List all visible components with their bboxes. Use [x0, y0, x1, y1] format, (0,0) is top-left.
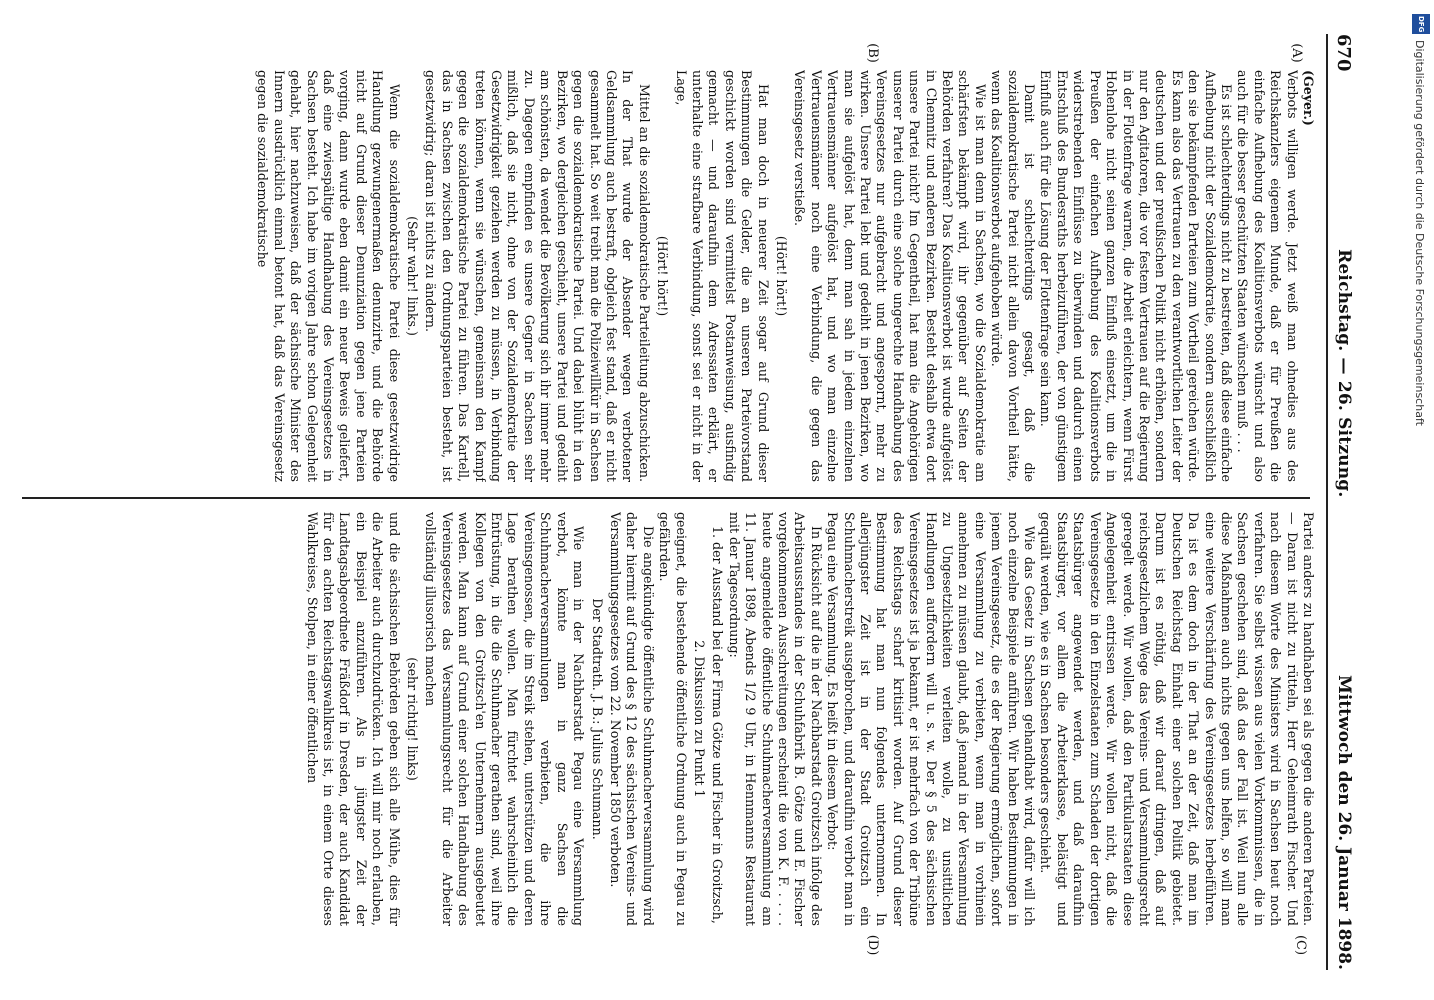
- paragraph: Damit ist schlechterdings gesagt, daß die sozialdemokratische Partei nicht allein davon Vortheil hätte, wenn das Koalitionsverbot aufgehoben würde.: [989, 70, 1038, 482]
- paragraph: Wenn die sozialdemokratische Partei diese gesetzwidrige Handlung gezwungenermaßen denunzirte, und die Behörde nicht auf Grund dieser Denunziation gegen jene Parteien vorging, dann wurde eben damit ein neuer Beweis geliefert, daß eine zwiespältige Handhabung des Vereinsgesetzes in Sachsen besteht. Ich habe im vorigen Jahre schon Gelegenheit gehabt, hier nachzuweisen, daß der sächsische Minister des Innern ausdrücklich einmal betont hat, daß das Vereinsgesetz gegen die sozialdemokratische: [255, 70, 402, 482]
- session-title: Reichstag. — 26. Sitzung.: [1334, 249, 1354, 498]
- paragraph: Verbots willigen werde. Jetzt weiß man ohnedies aus des Reichskanzlers eigenem Munde, daß er für Preußen die einfache Aufhebung des Koalitionsverbots wünscht und also auch für die besser geschützten Staaten wünschen muß . . .: [1235, 70, 1300, 482]
- right-column: [18, 512, 1316, 926]
- margin-mark-b: (B): [865, 43, 880, 63]
- quoted-paragraph: geeignet, die bestehende öffentliche Ordnung auch in Pegau zu gefährden.: [657, 512, 689, 926]
- dfg-logo: DFG: [1412, 14, 1430, 34]
- paragraph: und die sächsischen Behörden geben sich alle Mühe, dies für die Arbeiter auch durchzudrücken. Ich will mir noch erlauben, ein Beispiel anzuführen. Als in jüngster Zeit der Landtagsabgeordnete Fräßdorf in Dresden, der auch Kandidat für den achten Reichstagswahlkreis ist, in einem Orte dieses Wahlkreises, Stolpen, in einer öffentlichen: [304, 512, 402, 926]
- paragraph: Wie das Gesetz in Sachsen gehandhabt wird, dafür will ich noch einzelne Beispiele anführen. Wir haben Bestimmungen in jenem Vereinsgesetz, die es der Regierung ermöglichen, sofort eine Versammlung zu verbieten, wenn man in vorhinein annehmen zu müssen glaubt, daß jemand in der Versammlung zu Ungesetzlichkeiten verleiten wolle, zu unsittlichen Handlungen auffordern will u. s. w. Der § 5 des sächsischen Vereinsgesetzes ist ja bekannt, er ist mehrfach von der Tribüne des Reichstags scharf kritisirt worden. Auf Grund dieser Bestimmung hat man nun folgendes unternommen. In allerjüngster Zeit ist in der Stadt Groitzsch ein Schuhmacherstreik ausgebrochen, und daraufhin verbot man in Pegau eine Versammlung. Es heißt in diesem Verbot:: [825, 512, 1038, 926]
- speaker-label: (Geyer.): [1301, 70, 1316, 126]
- agenda-item: 1. der Ausstand bei der Firma Götze und Fischer in Groitzsch,: [710, 526, 726, 924]
- agenda-item: 2. Diskussion zu Punkt 1: [691, 640, 707, 798]
- session-date: Mittwoch den 26. Januar 1898.: [1334, 675, 1354, 970]
- interjection: (sehr richtig! links): [405, 657, 421, 781]
- page-number: 670: [1333, 34, 1355, 72]
- paragraph: Mittel an die sozialdemokratische Parteileitung abzuschicken. In der That wurde der Absender wegen verbotener Geldsammlung auch bestraft, obgleich fest stand, daß er nicht gesammelt hat. So weit treibt man die Polizeiwillkür in Sachsen gegen die sozialdemokratische Partei. Und dabei blüht in den Bezirken, wo dergleichen geschieht, unsere Partei und gedeiht am schönsten, da wendet die Bevölkerung sich ihr immer mehr zu. Dagegen empfinden es unsere Gegner in Sachsen sehr mißlich, daß sie nicht, ohne von der Sozialdemokratie der Gesetzwidrigkeit geziehen werden zu müssen, in Verbindung treten können, wenn sie wünschen, gemeinsam den Kampf gegen die sozialdemokratische Partei zu führen. Das Kartell, das in Sachsen zwischen den Ordnungsparteien besteht, ist gesetzwidrig; daran ist nichts zu ändern.: [423, 70, 652, 482]
- signature-line: Der Stadtrath. J. B.: Julius Schumann.: [589, 598, 605, 840]
- column-divider: [22, 497, 1310, 499]
- interjection: (Hört! hört!): [655, 235, 671, 317]
- quoted-paragraph: In Rücksicht auf die in der Nachbarstadt Groitzsch infolge des Arbeitsausstandes in der Schuhfabrik B. Götze und E. Fischer vorgekommenen Ausschreitungen erscheint die von K. F. . . . . heute angemeldete öffentliche Schuhmacherversammlung am 11. Januar 1898, Abends 1/2 9 Uhr, in Hennmanns Restaurant mit der Tagesordnung:: [726, 512, 824, 926]
- left-column: [18, 70, 1316, 482]
- paragraph: Wie ist man denn in Sachsen, wo die Sozialdemokratie am schärfsten bekämpft wird, ihr gegenüber auf Seiten der Behörden verfahren? Das Koalitionsverbot ist wurde aufgelöst in Chemnitz und anderen Bezirken. Besteht deshalb etwa dort unsere Partei nicht? Im Gegentheil, hat man die Angehörigen unserer Partei durch eine solche ungerechte Handhabung des Vereinsgesetzes nur aufgebracht und angespornt, mehr zu wirken. Unsere Partei lebt und gedeiht in jenen Bezirken, wo man sie aufgelöst hat, denn man sah in jedem einzelnen Vertrauensmänner aufgelöst hat, und wo man einzelne Vertrauensmänner noch eine Verbindung, die gegen das Vereinsgesetz verstieße.: [792, 70, 988, 482]
- quoted-paragraph: Die angekündigte öffentliche Schuhmacherversammlung wird daher hiermit auf Grund des § 12 des sächsischen Vereins- und Versammlungsgesetzes vom 22. November 1850 verboten.: [607, 512, 656, 926]
- margin-mark-c: (C): [1293, 934, 1308, 956]
- page-header: [1332, 34, 1356, 970]
- digitization-credit: Digitalisierung gefördert durch die Deutsche Forschungsgemeinschaft: [1413, 40, 1426, 426]
- interjection: (Hört! hört!): [774, 235, 789, 317]
- paragraph: Partei anders zu handhaben sei als gegen die anderen Parteien. — Daran ist nicht zu rütteln, Herr Geheimrath Fischer. Und nach diesem Worte des Ministers wird in Sachsen heut noch verfahren. Sie selbst wissen aus vielen Vorkommnissen, die in Sachsen geschehen sind, daß das der Fall ist. Weil nun alle diese Maßnahmen auch nichts gegen uns helfen, so will man eine weitere Verschärfung des Vereinsgesetzes herbeiführen. Da ist es dem doch in der That an der Zeit, daß man im Deutschen Reichstag Einhalt einer solchen Politik gebietet. Darum ist es nöthig, daß wir darauf dringen, daß auf reichsgesetzlichem Wege das Vereins- und Versammlungsrecht geregelt werde. Wir wollen, daß den Partikularstaaten diese Angelegenheit entrissen werde. Wir wollen nicht, daß die Vereinsgesetze in den Einzelstaaten zum Schaden der dortigen Staatsbürger angewendet werden, und daß daraufhin Staatsbürger, vor allem die Arbeiterklasse, belästigt und gequält werden, wie es in Sachsen besonders geschieht.: [1038, 512, 1316, 926]
- interjection: (Sehr wahr! links.): [405, 216, 421, 336]
- paragraph: Wie man in der Nachbarstadt Pegau eine Versammlung verbot, könnte man in ganz Sachsen die Schuhmacherversammlungen verbieten, die ihre Vereinsgenossen, die im Streik stehen, unterstützen und deren Lage berathen wollen. Man fürchtet wahrscheinlich die Entrüstung, in die die Schuhmacher gerathen sind, weil ihre Kollegen von den Groitzsch'en Unternehmern ausgebeutet werden. Man kann auf Grund einer solchen Handhabung des Vereinsgesetzes das Versammlungsrecht für die Arbeiter vollständig illusorisch machen: [423, 512, 587, 926]
- paragraph: Hat man doch in neuerer Zeit sogar auf Grund dieser Bestimmungen die Gelder, die an unseren Parteivorstand geschickt worden sind vermittelst Postanweisung, ausfindig gemacht — und daraufhin dem Adressaten erklärt, er unterhalte eine strafbare Verbindung, sonst sei er nicht in der Lage,: [673, 70, 771, 482]
- paragraph: Es ist schlechterdings nicht zu bestreiten, daß diese einfache Aufhebung nicht der Sozialdemokratie, sondern ausschließlich den sie bekämpfenden Parteien zum Vortheil gereichen würde. Es kann also das Vertrauen zu den verantwortlichen Leiter der deutschen und der preußischen Politik nicht erhöhen, sondern nur den Agitatoren, die vor festem Vertrauen auf die Regierung in der Flottenfrage warnen, die Arbeit erleichtern, wenn Fürst Hohenlohe nicht seinen ganzen Einfluß einsetzt, um die in Preußen der einfachen Aufhebung des Koalitionsverbots widerstrebenden Einflüsse zu überwinden und dadurch einen Entschluß des Bundesraths herbeizuführen, der von günstigem Einfluß auch für die Lösung der Flottenfrage sein kann.: [1038, 70, 1234, 482]
- header-rule: [1326, 34, 1328, 970]
- margin-mark-d: (D): [865, 934, 880, 956]
- margin-mark-a: (A): [1289, 43, 1304, 63]
- digitization-strip: [1410, 10, 1432, 990]
